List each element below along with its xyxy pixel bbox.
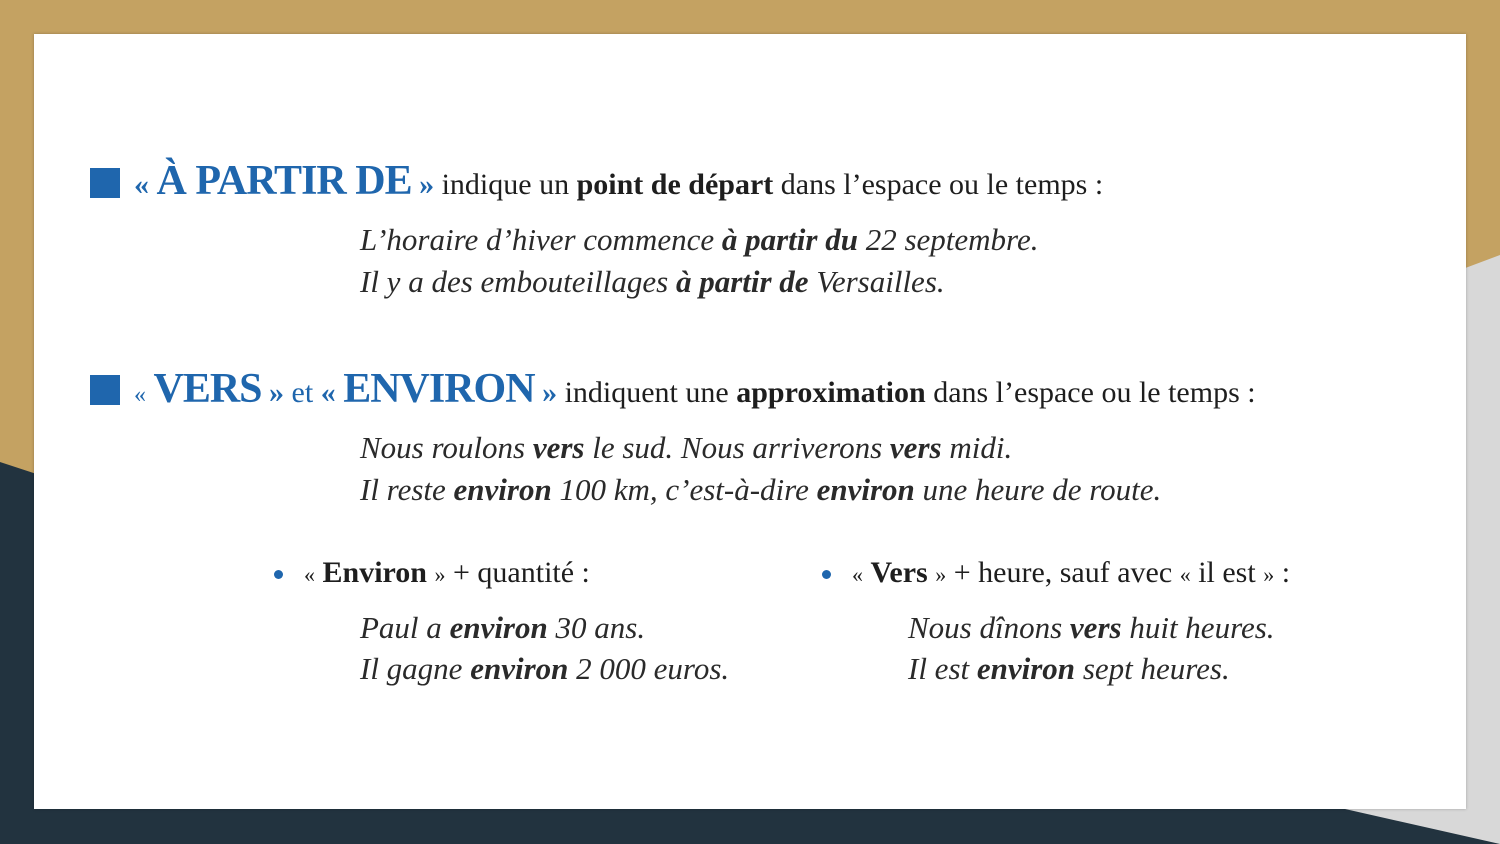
example-bold: environ [453, 472, 552, 507]
desc-bold: point de départ [576, 168, 774, 201]
term-vers: VERS [153, 366, 262, 412]
example-bold: environ [976, 651, 1076, 686]
example-bold: environ [470, 651, 569, 686]
term-environ: ENVIRON [343, 366, 535, 412]
section1-heading [134, 160, 1103, 202]
example-text: une heure de route. [922, 472, 1162, 507]
slide-content [34, 34, 1466, 809]
quote-close: » [419, 168, 435, 201]
quote-open: « [134, 168, 149, 201]
example-bold: vers [1069, 610, 1122, 645]
quote-open: « [134, 382, 146, 408]
quote-open: « [304, 562, 315, 587]
quote-open: « [320, 376, 336, 409]
quote-close: » [542, 376, 558, 409]
example-bold: environ [816, 472, 915, 507]
example-text: Il reste [360, 472, 446, 507]
dot-bullet-icon [822, 570, 831, 579]
example-line [360, 653, 729, 684]
quote-close: » [434, 562, 446, 587]
example-line [360, 266, 945, 297]
example-line [360, 432, 1012, 463]
example-text: 2 000 euros. [576, 651, 730, 686]
quote-close: » [935, 562, 947, 587]
example-bold: vers [889, 430, 942, 465]
example-text: Paul a [360, 610, 442, 645]
example-text: Nous roulons [360, 430, 526, 465]
example-text: huit heures. [1129, 610, 1275, 645]
example-text: 30 ans. [555, 610, 646, 645]
heading-text: : [1281, 556, 1291, 589]
example-text: midi. [949, 430, 1013, 465]
example-bold: à partir du [721, 222, 858, 257]
example-line [360, 474, 1161, 505]
example-text: Versailles. [816, 264, 945, 299]
example-line [908, 653, 1230, 684]
desc-text: dans l’espace ou le temps : [780, 168, 1104, 201]
dot-bullet-icon [274, 570, 283, 579]
joiner-et: et [291, 376, 314, 409]
desc-bold: approximation [736, 376, 926, 409]
section2-heading [134, 368, 1256, 410]
example-line [908, 612, 1275, 643]
quote-open: « [1179, 562, 1191, 587]
example-bold: vers [532, 430, 585, 465]
term-a-partir-de: À PARTIR DE [156, 158, 412, 204]
example-text: Il gagne [360, 651, 463, 686]
example-text: sept heures. [1082, 651, 1230, 686]
quote-close: » [1263, 562, 1275, 587]
desc-text: indiquent une [564, 376, 729, 409]
example-text: Il est [908, 651, 970, 686]
desc-text: dans l’espace ou le temps : [933, 376, 1256, 409]
example-bold: à partir de [675, 264, 809, 299]
quoted-text: il est [1198, 556, 1256, 589]
example-line [360, 224, 1038, 255]
example-text: L’horaire d’hiver commence [360, 222, 715, 257]
square-bullet-icon [90, 168, 120, 198]
square-bullet-icon [90, 375, 120, 405]
example-text: 22 septembre. [865, 222, 1039, 257]
sub-left-heading [304, 558, 590, 588]
quote-open: « [852, 562, 863, 587]
example-bold: environ [449, 610, 548, 645]
heading-text: + quantité : [453, 556, 590, 589]
example-text: Nous dînons [908, 610, 1063, 645]
heading-text: + heure, sauf avec [953, 556, 1173, 589]
term-environ: Environ [322, 556, 427, 589]
desc-text: indique un [441, 168, 570, 201]
quote-close: » [269, 376, 285, 409]
example-text: 100 km, c’est-à-dire [559, 472, 809, 507]
example-line [360, 612, 645, 643]
sub-right-heading [852, 558, 1290, 588]
term-vers: Vers [870, 556, 928, 589]
example-text: le sud. Nous arriverons [592, 430, 883, 465]
example-text: Il y a des embouteillages [360, 264, 669, 299]
